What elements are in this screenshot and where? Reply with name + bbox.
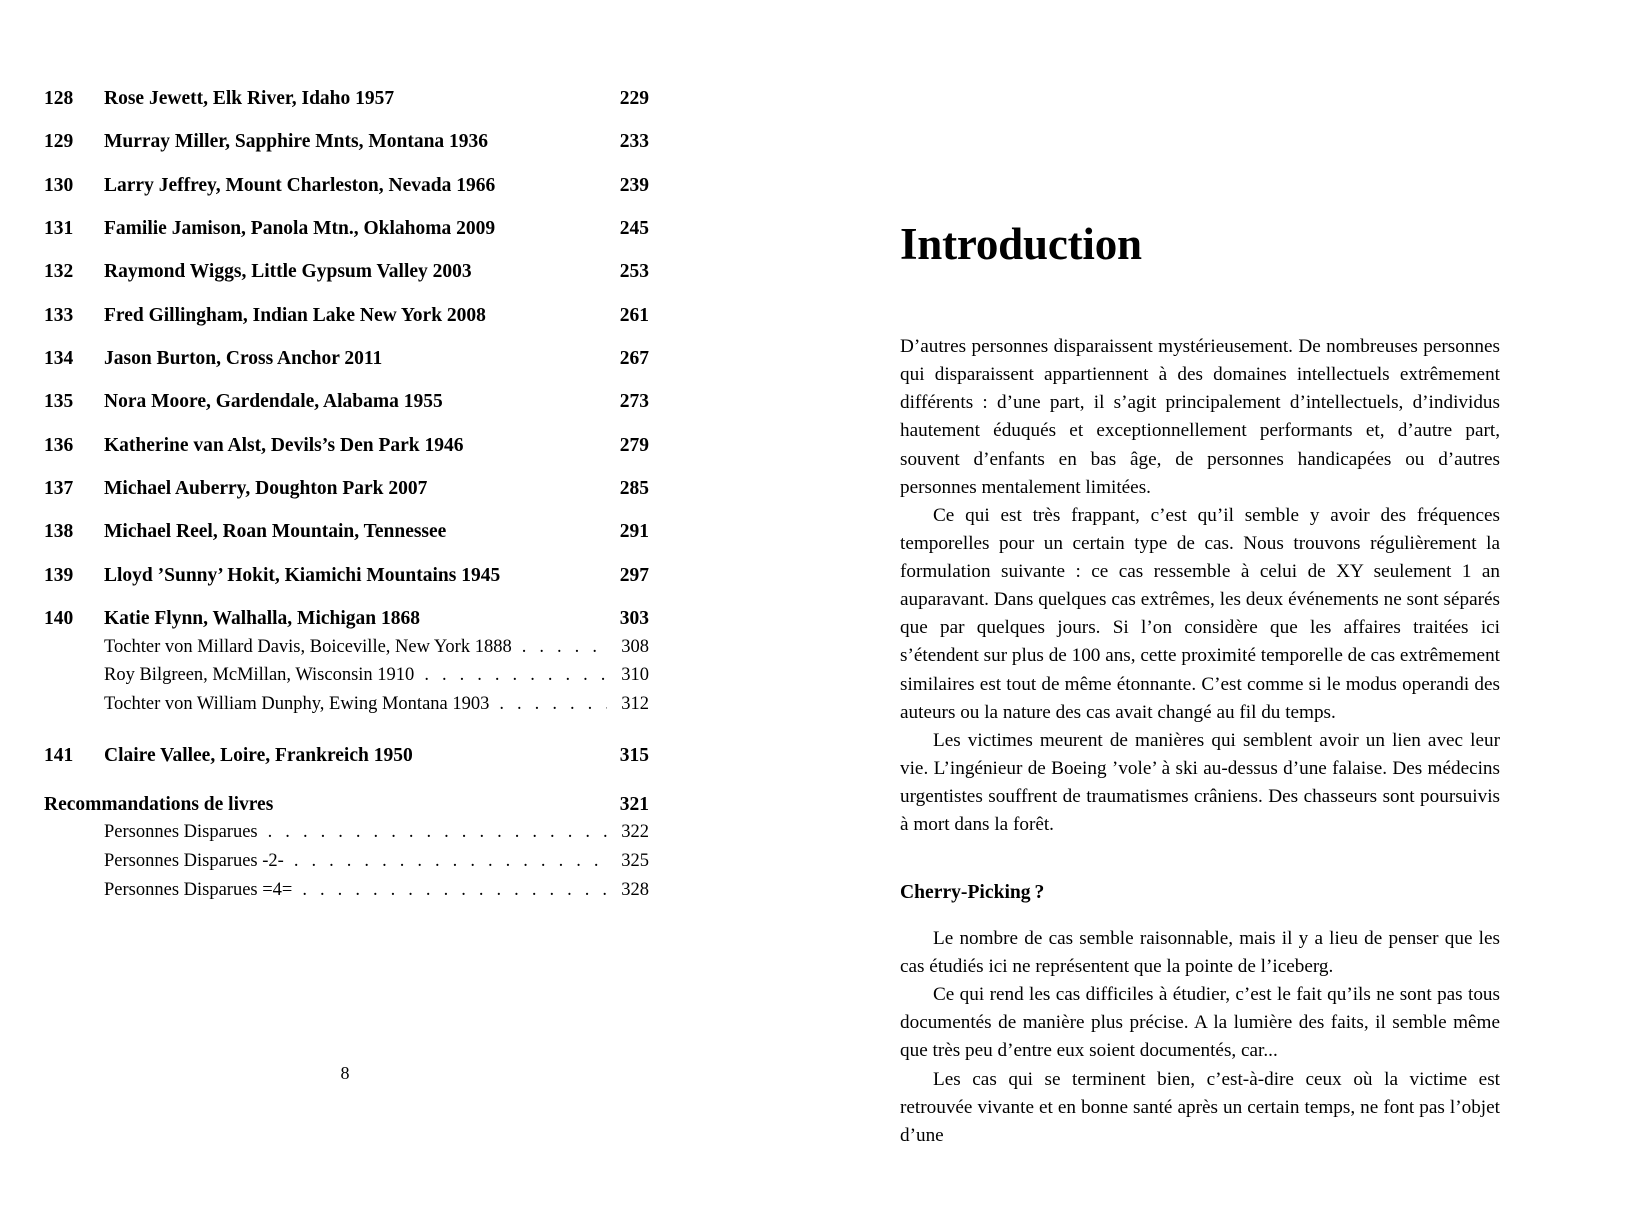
toc-entry-number: 135 [44,391,74,413]
toc-section-entry[interactable] [44,794,649,905]
toc-subentry-title: Roy Bilgreen, McMillan, Wisconsin 1910 [104,665,415,686]
toc-entry-main [44,175,649,197]
toc-entry-number: 141 [44,744,74,766]
toc-entry-main [44,435,649,457]
toc-entry-title: Jason Burton, Cross Anchor 2011 [104,347,383,369]
toc-entry-page: 239 [619,174,649,196]
paragraph: D’autres personnes disparaissent mystérieusement. De nombreuses personnes qui disparaissent appartiennent à des domaines intellectuels extrêmement différents : d’une part, il s’agit principalement d’intellectuels, d’individus hautement éduqués et exceptionnellement performants et, d’autre part, souvent d’enfants en bas âge, de personnes handicapées ou d’autres personnes mentalement limitées. [900,336,1500,498]
toc-entry-main [44,478,649,500]
toc-entry-page: 303 [619,607,649,629]
dot-leader [424,661,607,690]
toc-entry-page: 297 [619,564,649,586]
toc-subentry-page: 325 [621,851,649,872]
toc-subentry-title: Tochter von William Dunphy, Ewing Montana 1903 [104,694,490,715]
toc-subentry-page: 328 [621,879,649,900]
toc-entry[interactable] [44,305,649,327]
toc-entry-number: 137 [44,477,74,499]
toc-section-title: Recommandations de livres [44,793,274,815]
toc-entry-main [44,391,649,413]
toc-entry-page: 261 [619,304,649,326]
toc-entry-page: 267 [619,347,649,369]
introduction-body [900,333,1500,1150]
toc-subentry-list [44,818,649,904]
toc-entry-title: Claire Vallee, Loire, Frankreich 1950 [104,744,413,766]
dot-leader [294,847,607,876]
toc-entry[interactable] [44,261,649,283]
toc-entry-title: Michael Auberry, Doughton Park 2007 [104,477,428,499]
paragraph: Ce qui rend les cas difficiles à étudier, c’est le fait qu’ils ne sont pas tous documentés de manière plus précise. A la lumière des faits, il semble même que très peu d’entre eux soient documentés, car... [900,984,1500,1062]
toc-entry-number: 128 [44,88,74,109]
toc-subentry-list [44,633,649,719]
table-of-contents [44,88,649,926]
toc-entry[interactable] [44,348,649,370]
toc-entry-page: 233 [619,131,649,153]
toc-entry-number: 138 [44,521,74,543]
toc-subentry[interactable] [104,818,649,847]
paragraph: Les cas qui se terminent bien, c’est-à-dire ceux où la victime est retrouvée vivante et en bonne santé après un certain temps, ne font pas l’objet d’une [900,1068,1500,1146]
toc-entry-title: Rose Jewett, Elk River, Idaho 1957 [104,88,395,109]
toc-entry-main [44,521,649,543]
toc-entry[interactable] [44,478,649,500]
toc-entry-page: 253 [619,261,649,283]
toc-entry-page: 245 [619,217,649,239]
toc-subentry[interactable] [104,661,649,690]
toc-subentry[interactable] [104,690,649,719]
toc-entry-number: 136 [44,434,74,456]
toc-entry-number: 140 [44,607,74,629]
toc-subentry-page: 322 [621,822,649,843]
toc-subentry-title: Personnes Disparues -2- [104,851,284,872]
toc-entry-number: 133 [44,304,74,326]
toc-subentry-page: 310 [621,665,649,686]
toc-entry-page: 273 [619,391,649,413]
toc-subentry[interactable] [104,847,649,876]
toc-entry-number: 131 [44,217,74,239]
toc-entry-number: 134 [44,347,74,369]
toc-entry-title: Raymond Wiggs, Little Gypsum Valley 2003 [104,261,472,283]
toc-entry-main [44,565,649,587]
toc-entry[interactable] [44,565,649,587]
toc-entry-title: Michael Reel, Roan Mountain, Tennessee [104,521,447,543]
toc-subentry[interactable] [104,876,649,905]
toc-section-page: 321 [619,793,649,815]
toc-entry-main [44,261,649,283]
paragraph: Ce qui est très frappant, c’est qu’il semble y avoir des fréquences temporelles pour un certain type de cas. Nous trouvons régulièrement la formulation suivante : ce cas ressemble à celui de XY seulement 1 an auparavant. Dans quelques cas extrêmes, les deux événements ne sont séparés que par quelques jours. Si l’on considère que les affaires traitées ici s’étendent sur plus de 100 ans, cette proximité temporelle de cas extrêmement similaires est tout de même étonnante. C’est comme si le modus operandi des auteurs ou la nature des cas avait changé au fil du temps. [900,504,1500,723]
dot-leader [302,876,607,905]
section-subheading: Cherry-Picking ? [900,882,1045,904]
toc-entry[interactable] [44,131,649,153]
toc-subentry-page: 312 [621,694,649,715]
chapter-title: Introduction [900,219,1142,269]
toc-entry[interactable] [44,175,649,197]
toc-entry[interactable] [44,521,649,543]
toc-subentry-title: Tochter von Millard Davis, Boiceville, New York 1888 [104,636,512,657]
toc-entry-title: Familie Jamison, Panola Mtn., Oklahoma 2009 [104,217,496,239]
toc-entry-number: 139 [44,564,74,586]
right-page [820,0,1641,1232]
toc-entry-number: 132 [44,261,74,283]
toc-entry-main [44,88,649,110]
toc-subentry-title: Personnes Disparues [104,822,258,843]
toc-entry-title: Fred Gillingham, Indian Lake New York 2008 [104,304,486,326]
toc-entry[interactable] [44,218,649,240]
toc-entry-main [44,131,649,153]
toc-section-main [44,794,649,816]
toc-entry-page: 291 [619,521,649,543]
toc-entry-title: Murray Miller, Sapphire Mnts, Montana 1936 [104,131,489,153]
toc-entry[interactable] [44,435,649,457]
toc-entry[interactable] [44,745,649,767]
toc-entry-title: Katie Flynn, Walhalla, Michigan 1868 [104,607,421,629]
toc-entry-page: 229 [619,88,649,109]
toc-entry-main [44,305,649,327]
toc-subentry-title: Personnes Disparues =4= [104,879,293,900]
toc-entry[interactable] [44,608,649,719]
toc-subentry[interactable] [104,633,649,662]
toc-subentry-page: 308 [621,636,649,657]
toc-entry-main [44,348,649,370]
page-folio-left: 8 [340,1063,350,1083]
toc-entry-title: Larry Jeffrey, Mount Charleston, Nevada 1966 [104,174,496,196]
toc-entry-number: 130 [44,174,74,196]
toc-entry-main [44,745,649,767]
toc-entry-page: 315 [619,744,649,766]
dot-leader [268,818,607,847]
toc-entry[interactable] [44,88,649,110]
dot-leader [522,633,607,662]
toc-entry-title: Katherine van Alst, Devils’s Den Park 1946 [104,434,464,456]
toc-entry-page: 279 [619,434,649,456]
dot-leader [499,690,607,719]
left-page [0,0,820,1232]
toc-entry[interactable] [44,391,649,413]
toc-entry-number: 129 [44,131,74,153]
paragraph: Les victimes meurent de manières qui semblent avoir un lien avec leur vie. L’ingénieur de Boeing ’vole’ à ski au-dessus d’une falaise. Des médecins urgentistes souffrent de traumatismes crâniens. Des chasseurs sont poursuivis à mort dans la forêt. [900,729,1500,836]
toc-entry-main [44,218,649,240]
toc-entry-main [44,608,649,630]
toc-entry-page: 285 [619,477,649,499]
toc-entry-title: Lloyd ’Sunny’ Hokit, Kiamichi Mountains 1945 [104,564,501,586]
toc-entry-title: Nora Moore, Gardendale, Alabama 1955 [104,391,443,413]
paragraph: Le nombre de cas semble raisonnable, mais il y a lieu de penser que les cas étudiés ici ne représentent que la pointe de l’iceberg. [900,927,1500,978]
